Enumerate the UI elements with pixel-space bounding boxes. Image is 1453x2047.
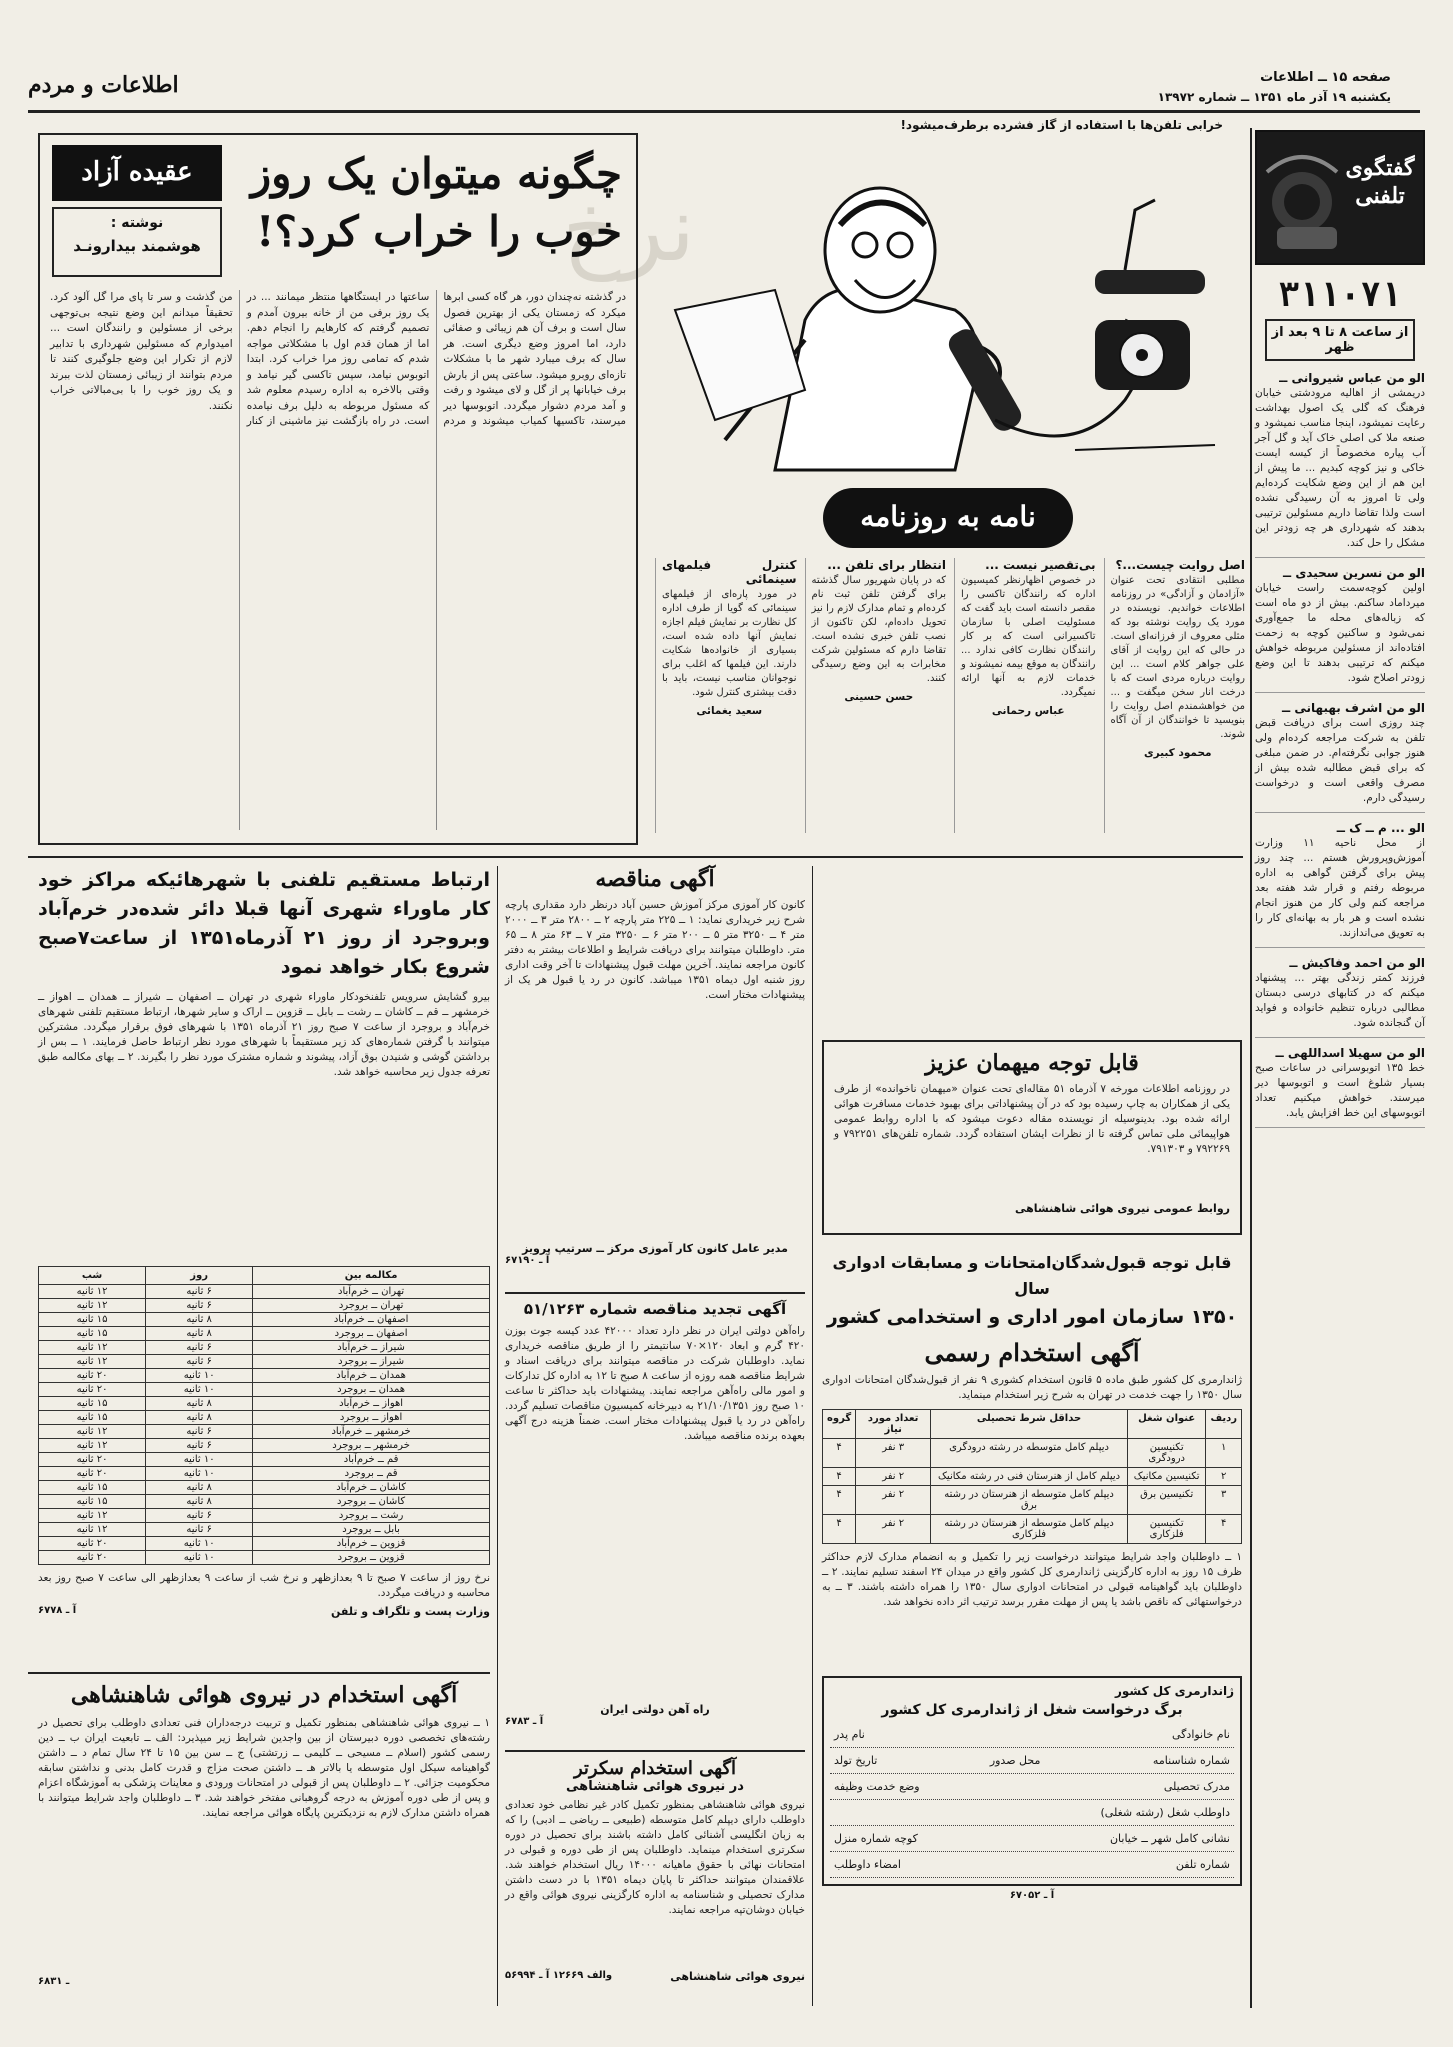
gendarmerie-table (822, 1409, 1242, 1544)
rate-table-header: روز (146, 1267, 253, 1285)
phone-entry-text: از محل ناحیه ۱۱ وزارت آموزش‌وپرورش هستم ... چند روز پیش برای گرفتن گواهی به اداره مربوطه رفتم و قرار شد هفته بعد مراجعه کنم ولی کار من هنوز انجام نشده است و هر بار به بهانه‌ای کار را به تعویق می‌اندازند. (1255, 837, 1425, 939)
rate-table-cell: ۲۰ ثانیه (39, 1453, 146, 1467)
form-field-label: شماره شناسنامه (1152, 1754, 1230, 1767)
gend-table-row (823, 1486, 1242, 1515)
form-row (830, 1800, 1234, 1826)
gend-table-cell: ۴ (823, 1439, 856, 1468)
rate-table-cell: ۱۲ ثانیه (39, 1285, 146, 1299)
phone-entry (1255, 566, 1425, 693)
rate-table-cell: ۶ ثانیه (146, 1285, 253, 1299)
letters-banner: نامه به روزنامه (823, 488, 1073, 548)
phone-link-intro: بیرو گشایش سرویس تلفنخودکار ماوراء شهری در تهران ــ اصفهان ــ شیراز ــ همدان ــ اهواز ــ خرمشهر ــ قم ــ کاشان ــ رشت ــ بابل ــ قزوین ــ اراک و سایر شهرها، ارتباط مستقیم تلفنی شهرهای خرم‌آباد و بروجرد از ساعت ۷ صبح روز ۲۱ آذرماه ۱۳۵۱ با شهرهای فوق برقرار میگردد. مشترکین میتوانند با گرفتن شماره‌های کد زیر مستقیماً با شهرهای مورد نظر ارتباط حاصل فرمایند. ۱ ــ بس از برداشتن گوشی و شنیدن بوق آزاد، پیشوند و شماره مشترک مورد نظر را بگیرند. ۲ ــ بهای مکالمه طبق تعرفه جدول زیر محاسبه خواهد شد. (38, 991, 491, 1078)
form-subtitle: برگ درخواست شغل از ژاندارمری کل کشور (881, 1702, 1183, 1718)
gend-table-cell: ۲ (1206, 1468, 1242, 1486)
form-row (830, 1774, 1234, 1800)
gendarmerie-title-2: ۱۳۵۰ سازمان امور اداری و استخدامی کشور (826, 1306, 1238, 1328)
rate-table-cell: ۲۰ ثانیه (39, 1369, 146, 1383)
rate-table-cell: شیراز ــ بروجرد (253, 1355, 490, 1369)
rate-table-cell: قزوین ــ بروجرد (253, 1551, 490, 1565)
rate-table-row (39, 1439, 490, 1453)
letter-sign: عباس رحمانی (991, 705, 1065, 717)
rate-table-cell: ۱۵ ثانیه (39, 1411, 146, 1425)
col-divider-mid (812, 866, 813, 2006)
rate-table-row (39, 1299, 490, 1313)
rate-table-cell: ۶ ثانیه (146, 1439, 253, 1453)
letter-sign: سعید یغمائی (696, 705, 763, 717)
rate-table-cell: کاشان ــ خرم‌آباد (253, 1481, 490, 1495)
phone-link-title: ارتباط مستقیم تلفنی با شهرهائیکه مراکز خود کار ماوراء شهری آنها قبلا دائر شده‌در خرم‌آباد وبروجرد از روز ۲۱ آذرماه۱۳۵۱ از ساعت۷صبح شروع بکار خواهد نمود (38, 869, 490, 978)
guest-body: در روزنامه اطلاعات مورخه ۷ آذرماه ۵۱ مقاله‌ای تحت عنوان «میهمان ناخوانده» از طرف یکی از همکاران به چاپ رسیده بود که در آن پیشنهاداتی برای بهبود خدمات مسافرت هوائی ارائه شده بود. بدینوسیله از نویسنده مقاله دعوت میشود که با اداره روابط عمومی هواپیمائی ملی تماس گرفته تا از نظرات ایشان استفاده گردد. شماره تلفن‌های ۷۹۲۲۵۱ و ۷۹۲۲۶۹ و ۷۹۱۳۰۳. (834, 1083, 1230, 1155)
gend-table-cell: تکنیسین درودگری (1127, 1439, 1206, 1468)
rate-table-row (39, 1495, 490, 1509)
phone-link-ref: آ ـ ۶۷۷۸ (38, 1605, 77, 1616)
rate-table-cell: ۱۵ ثانیه (39, 1397, 146, 1411)
gendarmerie-notes: ۱ ــ داوطلبان واجد شرایط میتوانند درخواست زیر را تکمیل و به انضمام مدارک لازم حداکثر ظرف ۱۵ روز به اداره کارگزینی ژاندارمری کل کشور واقع در میدان ۲۴ اسفند تسلیم نمایند. ۲ ــ داوطلبان باید گواهینامه قبولی در امتحانات ادواری سال ۱۳۵۰ را همراه داشته باشند. ۳ ــ به درخواستهائی که ناقص باشد یا پس از مهلت مقرر برسد ترتیب اثر داده نخواهد شد. (822, 1551, 1242, 1608)
form-field-label: نام پدر (834, 1728, 865, 1741)
phone-entry-text: اولین کوچه‌سمت راست خیابان میرداماد ساکنم. بیش از دو ماه است که زباله‌های محله ما جمع‌آوری نمی‌شود و ساکنین کوچه به زحمت افتاده‌اند از مسئولین مربوطه خواهش میکنم که ترتیبی بدهند تا این وضع زودتر اصلاح شود. (1255, 582, 1425, 684)
rate-table-cell: ۱۰ ثانیه (146, 1551, 253, 1565)
rate-table-cell: ۱۵ ثانیه (39, 1313, 146, 1327)
section-rule-2 (28, 1672, 490, 1674)
letters-section (655, 478, 1245, 838)
form-field-label: نشانی کامل شهر ــ خیابان (1109, 1832, 1230, 1845)
form-row (830, 1852, 1234, 1878)
rate-table-cell: ۸ ثانیه (146, 1481, 253, 1495)
gendarmerie-ad (822, 1250, 1242, 2010)
secretary-body: نیروی هوائی شاهنشاهی بمنظور تکمیل کادر غیر نظامی خود تعدادی داوطلب دارای دیپلم کامل متوسطه (طبیعی ــ ریاضی ــ ادبی) را که به زبان انگلیسی آشنائی کامل داشته باشند برای تحصیل در دوره سکرتری استخدام مینماید. داوطلبان پس از طی دوره و قبولی در امتحانات نهائی با حقوق ماهیانه ۱۴۰۰۰ ریال استخدام خواهند شد. علاقمندان میتوانند حداکثر تا پایان دیماه ۱۳۵۱ با در دست داشتن مدارک تحصیلی و شناسنامه به اداره کارگزینی نیروی هوائی واقع در خیابان دوشان‌تپه مراجعه نمایند. (505, 1799, 805, 1916)
rate-table-cell: ۸ ثانیه (146, 1313, 253, 1327)
form-field-label: تاریخ تولد (834, 1754, 878, 1767)
cartoon-caption: خرابی تلفن‌ها با استفاده از گاز فشرده برطرف‌میشود! (900, 118, 1223, 132)
letter-item (1104, 558, 1246, 833)
rate-table-cell: ۱۵ ثانیه (39, 1495, 146, 1509)
rate-table-cell: ۱۲ ثانیه (39, 1439, 146, 1453)
rate-table-cell: تهران ــ بروجرد (253, 1299, 490, 1313)
phone-entry-head: الو من سهیلا اسداللهی ــ (1275, 1046, 1425, 1060)
air-force-body: ۱ ــ نیروی هوائی شاهنشاهی بمنظور تکمیل و تربیت درجه‌داران فنی تعدادی داوطلب برای تحصیل در رشته‌های تخصصی دوره دبیرستان از بین واجدین شرایط زیر میپذیرد: الف ــ تابعیت ایران ب ــ دین رسمی کشور (اسلام ــ مسیحی ــ کلیمی ــ زرتشتی) ج ــ سن بین ۱۵ تا ۲۴ سال تمام د ــ داشتن گواهینامه سیکل اول متوسطه یا بالاتر هـ ــ داشتن صحت مزاج و قدرت کامل بدنی و نداشتن سابقه محکومیت جزائی. ۲ ــ داوطلبان پس از قبولی در امتحانات ورودی و معاینات پزشکی به آموزشگاه اعزام و پس از طی دوره آموزش به درجه گروهبانی مفتخر خواهند شد. ۳ ــ داوطلبان واجد شرایط میتوانند با همراه داشتن مدارک لازم به نزدیکترین پایگاه هوائی مراجعه نمایند. (38, 1717, 490, 1819)
phone-column-header (1255, 130, 1425, 265)
rate-table-cell: قم ــ خرم‌آباد (253, 1453, 490, 1467)
rate-table-row (39, 1509, 490, 1523)
cartoon-telephone-drawing (562, 140, 1240, 470)
letters-grid (655, 558, 1245, 833)
phone-number: ۳۱۱۰۷۱ (1278, 275, 1402, 315)
phone-entry-head: الو من اشرف بهبهانی ــ (1281, 701, 1425, 715)
phone-entry-head: الو من نسرین سحیدی ــ (1282, 566, 1425, 580)
railway-body: راه‌آهن دولتی ایران در نظر دارد تعداد ۴۲۰۰۰ عدد کیسه جوت بوزن ۴۲۰ گرم و ابعاد ۱۲۰×۷۰ سانتیمتر را از طریق مناقصه خریداری نماید. داوطلبان شرکت در مناقصه میتوانند برای دریافت اسناد و شرایط مناقصه همه روزه از ساعت ۸ صبح تا ۱۲ به اداره کل تدارکات و امور مالی راه‌آهن مراجعه نمایند. پیشنهادات باید حداکثر تا ساعت ۱۰ صبح روز ۲۱/۱۰/۱۳۵۱ به دبیرخانه کمیسیون مناقصات تسلیم گردد. راه‌آهن در رد یا قبول پیشنهادات مختار است. ضمناً هزینه درج آگهی بعهده برنده مناقصه میباشد. (505, 1325, 805, 1442)
secretary-ref: والف ۱۲۶۶۹ آ ـ ۵۶۹۹۴ (505, 1970, 613, 1981)
rate-table-row (39, 1397, 490, 1411)
gend-table-row (823, 1439, 1242, 1468)
tender-title: آگهی مناقصه (595, 866, 715, 892)
gend-table-cell: ۴ (823, 1468, 856, 1486)
phone-entry-text: فرزند کمتر زندگی بهتر ... پیشنهاد میکنم که در کتابهای درسی دبستان مطالبی درباره تنظیم خانواده و فواید آن گنجانده شود. (1255, 972, 1425, 1029)
rate-table-cell: ۸ ثانیه (146, 1495, 253, 1509)
phone-entry-text: چند روزی است برای دریافت قبض تلفن به شرکت مراجعه کرده‌ام ولی هنوز جوابی نگرفته‌ام. در ضمن مبلغی که برای قبض مطالبه شده بیش از مصرف واقعی است و درخواست رسیدگی دارم. (1255, 717, 1425, 804)
gend-table-cell: دیپلم کامل متوسطه در رشته درودگری (931, 1439, 1128, 1468)
svg-text:نرخ: نرخ (562, 177, 695, 282)
rate-table-row (39, 1355, 490, 1369)
rate-table-cell: قم ــ بروجرد (253, 1467, 490, 1481)
rate-table-cell: ۲۰ ثانیه (39, 1537, 146, 1551)
rate-table-row (39, 1523, 490, 1537)
railway-sign: راه آهن دولتی ایران (600, 1703, 710, 1716)
gend-table-cell: تکنیسین برق (1127, 1486, 1206, 1515)
secretary-subtitle: در نیروی هوائی شاهنشاهی (566, 1779, 744, 1794)
rate-table-cell: ۲۰ ثانیه (39, 1551, 146, 1565)
rate-table-cell: رشت ــ بروجرد (253, 1509, 490, 1523)
rate-table-cell: ۱۰ ثانیه (146, 1537, 253, 1551)
feature-title-line-2: خوب را خراب کرد؟! (256, 207, 622, 256)
byline-label: نوشته : (110, 215, 164, 231)
letter-item (805, 558, 947, 833)
form-field-label: نام خانوادگی (1172, 1728, 1230, 1741)
rate-table-cell: ۱۲ ثانیه (39, 1355, 146, 1369)
rate-table-cell: قزوین ــ خرم‌آباد (253, 1537, 490, 1551)
form-field-label: کوچه شماره منزل (834, 1832, 918, 1845)
letter-head: اصل روایت چیست...؟ (1115, 558, 1245, 572)
rate-table-cell: اصفهان ــ خرم‌آباد (253, 1313, 490, 1327)
rate-table-cell: کاشان ــ بروجرد (253, 1495, 490, 1509)
gend-table-cell: تکنیسین مکانیک (1127, 1468, 1206, 1486)
phone-entry (1255, 1046, 1425, 1128)
rate-table-cell: ۶ ثانیه (146, 1425, 253, 1439)
rate-table-row (39, 1425, 490, 1439)
letter-head: بی‌تقصیر نیست ... (985, 558, 1096, 572)
rate-table-cell: ۲۰ ثانیه (39, 1467, 146, 1481)
rate-table-cell: ۱۵ ثانیه (39, 1327, 146, 1341)
gend-table-header: حداقل شرط تحصیلی (931, 1410, 1128, 1439)
section-rule-1 (28, 856, 1243, 858)
gend-table-cell: تکنیسین فلزکاری (1127, 1515, 1206, 1544)
form-field-label: داوطلب شغل (رشته شغلی) (1100, 1806, 1230, 1819)
form-row (830, 1748, 1234, 1774)
date-line: یکشنبه ۱۹ آذر ماه ۱۳۵۱ ــ شماره ۱۳۹۷۲ (1157, 90, 1391, 104)
gend-table-cell: ۳ نفر (856, 1439, 931, 1468)
gend-table-cell: ۴ (823, 1486, 856, 1515)
gend-table-cell: ۴ (1206, 1515, 1242, 1544)
rate-table-cell: خرمشهر ــ خرم‌آباد (253, 1425, 490, 1439)
letter-text: در مورد پاره‌ای از فیلمهای سینمائی که گویا از طرف اداره کل نظارت بر نمایش فیلم اجازه نمایش آنها داده شده است، بسیاری از خانواده‌ها شکایت دارند. این فیلمها که اغلب برای نوجوانان مناسب نیست، باید با دقت بیشتری کنترل شود. (662, 589, 797, 698)
form-title: ژاندارمری کل کشور (1114, 1684, 1234, 1698)
gend-table-cell: ۲ نفر (856, 1486, 931, 1515)
rate-table-cell: ۶ ثانیه (146, 1341, 253, 1355)
rate-table-cell: ۱۰ ثانیه (146, 1369, 253, 1383)
railway-ref: آ ـ ۶۷۸۳ (505, 1716, 544, 1727)
rate-table-cell: بابل ــ بروجرد (253, 1523, 490, 1537)
rate-table-cell: ۶ ثانیه (146, 1509, 253, 1523)
phone-entry-head: الو من احمد وفاکیش ــ (1289, 956, 1425, 970)
phone-hours: از ساعت ۸ تا ۹ بعد از ظهر (1265, 319, 1415, 361)
gend-table-row (823, 1515, 1242, 1544)
rate-table-row (39, 1481, 490, 1495)
secretary-ad (505, 1758, 805, 2008)
tender-sign: مدیر عامل کانون کار آموزی مرکز ــ سرتیپ پرویز (522, 1242, 788, 1255)
rate-table-cell: شیراز ــ خرم‌آباد (253, 1341, 490, 1355)
phone-entry-head: الو ... م ــ ک ــ (1336, 821, 1425, 835)
application-form (822, 1676, 1242, 1886)
rate-table-cell: خرمشهر ــ بروجرد (253, 1439, 490, 1453)
feature-label: عقیده آزاد (52, 145, 222, 201)
gendarmerie-subtitle: آگهی استخدام رسمی (924, 1338, 1140, 1367)
rate-table-cell: ۱۲ ثانیه (39, 1509, 146, 1523)
gend-table-cell: ۴ (823, 1515, 856, 1544)
rate-table-cell: ۶ ثانیه (146, 1355, 253, 1369)
gend-table-header: عنوان شغل (1127, 1410, 1206, 1439)
phone-entry (1255, 701, 1425, 813)
form-field-label: امضاء داوطلب (834, 1858, 901, 1871)
form-row (830, 1722, 1234, 1748)
form-fields (830, 1722, 1234, 1878)
feature-byline (52, 207, 222, 277)
phone-entry (1255, 371, 1425, 558)
form-row (830, 1826, 1234, 1852)
rate-table-row (39, 1327, 490, 1341)
rate-table-cell: اهواز ــ خرم‌آباد (253, 1397, 490, 1411)
feature-body: در گذشته نه‌چندان دور، هر گاه کسی ابرها میکرد که زمستان یکی از بهترین فصول سال است و برف آن هم زیبائی و صفائی دارد، اما امروز وضع دیگری است. هر سال که برف میبارد شهر ما با مشکلات تازه‌ای روبرو میشود. ساعتی پس از بارش برف خیابانها پر از گل و لای میشود و رفت و آمد مردم دشوار میگردد. اتوبوسها دیر میرسند، تاکسیها کمیاب میشوند و مردم ساعتها در ایستگاهها منتظر میمانند ... در یک روز برفی من از خانه بیرون آمدم و تصمیم گرفتم که کارهایم را انجام دهم. اما از همان قدم اول با مشکلاتی مواجه شدم که تمامی روز مرا خراب کرد. ابتدا اتوبوس نیامد، سپس تاکسی گیر نیامد و وقتی بالاخره به اداره رسیدم معلوم شد که مسئول مربوطه به دلیل برف نیامده است. در راه بازگشت نیز ماشینی از کنار من گذشت و سر تا پای مرا گل آلود کرد. تحقیقاً میدانم این وضع نتیجه بی‌توجهی برخی از مسئولین و رانندگان است ... امیدوارم که مسئولین شهرداری با تدابیر لازم از تکرار این وضع جلوگیری کنند تا مردم بتوانند از زیبائی زمستان لذت ببرند و یک روز خوب را با بی‌مبالاتی خراب نکنند. (50, 291, 626, 427)
page-label: صفحه ۱۵ ــ اطلاعات (1260, 70, 1391, 85)
secretary-title: آگهی استخدام سکرتر (573, 1758, 737, 1779)
rate-table-row (39, 1453, 490, 1467)
rate-table-cell: ۱۰ ثانیه (146, 1453, 253, 1467)
gendarmerie-title-1: قابل توجه قبول‌شدگان‌امتحانات و مسابقات ادواری سال (832, 1253, 1232, 1298)
phone-column-title: گفتگوی تلفنی (1345, 155, 1415, 209)
gend-table-cell: ۲ نفر (856, 1468, 931, 1486)
gend-table-header: تعداد مورد نیاز (856, 1410, 931, 1439)
tender-body: کانون کار آموزی مرکز آموزش حسین آباد درنظر دارد مقداری پارچه شرح زیر خریداری نماید: ۱ ــ ۲۲۵ متر پارچه ۲ ــ ۲۸۰۰ متر ۳ ــ ۲۰۰۰ متر ۴ ــ ۳۲۵۰ متر ۵ ــ ۲۰۰ متر ۶ ــ ۳۲۵۰ متر ۷ ــ ۶۳ متر ۸ ــ ۶۵ متر. داوطلبان میتوانند برای دریافت شرایط و اطلاعات بیشتر به دفتر کانون مراجعه نمایند. آخرین مهلت قبول پیشنهادات تا آخر وقت اداری روز شنبه اول دیماه ۱۳۵۱ میباشد. کانون در رد یا قبول هر یک از پیشنهادات مختار است. (505, 899, 806, 1001)
col-divider-left (497, 866, 498, 2006)
rate-table-row (39, 1285, 490, 1299)
phone-column-divider (1250, 128, 1252, 2008)
gendarmerie-ref: آ ـ ۶۷۰۵۲ (1009, 1890, 1055, 1901)
tender-ref: آ ـ ۶۷۱۹۰ (505, 1255, 550, 1266)
rate-table-cell: همدان ــ بروجرد (253, 1383, 490, 1397)
gend-table-cell: ۱ (1206, 1439, 1242, 1468)
rate-table-cell: ۱۲ ثانیه (39, 1299, 146, 1313)
air-force-title: آگهی استخدام در نیروی هوائی شاهنشاهی (70, 1682, 458, 1708)
letter-text: که در پایان شهریور سال گذشته برای گرفتن تلفن ثبت نام کرده‌ام و تمام مدارک لازم را نیز تحویل داده‌ام، لکن تاکنون از نصب تلفن خبری نشده است. تقاضا دارم که مسئولین شرکت مخابرات به این وضع رسیدگی کنند. (811, 575, 946, 684)
rate-table-cell: تهران ــ خرم‌آباد (253, 1285, 490, 1299)
phone-link-sign: وزارت پست و تلگراف و تلفن (331, 1605, 490, 1618)
rate-table-cell: ۸ ثانیه (146, 1327, 253, 1341)
phone-link-news (38, 866, 490, 1661)
form-field-label: محل صدور (989, 1754, 1041, 1767)
letter-sign: محمود کبیری (1143, 747, 1212, 759)
phone-column (1255, 130, 1425, 2000)
phone-entry (1255, 956, 1425, 1038)
rate-table-cell: ۱۰ ثانیه (146, 1383, 253, 1397)
letter-text: در خصوص اظهارنظر کمیسیون اداره که رانندگان تاکسی را مقصر دانسته است باید گفت که مسئولیت اصلی با سازمان تاکسیرانی است که بر کار رانندگان نظارت کافی ندارد ... رانندگان به موقع بیمه نمیشوند و خدمات لازم به آنها ارائه نمیگردد. (961, 575, 1096, 698)
cartoon-illustration (562, 140, 1240, 470)
form-field-label: وضع خدمت وظیفه (834, 1780, 920, 1793)
rate-table-cell: ۱۲ ثانیه (39, 1425, 146, 1439)
letter-item (655, 558, 797, 833)
rate-table-row (39, 1383, 490, 1397)
letter-head: کنترل فیلمهای سینمائی (662, 558, 797, 586)
rate-table-cell: همدان ــ خرم‌آباد (253, 1369, 490, 1383)
rate-table-cell: ۸ ثانیه (146, 1397, 253, 1411)
rate-table-row (39, 1369, 490, 1383)
phone-entries (1255, 371, 1425, 1128)
phone-entry-head: الو من عباس شیروانی ــ (1279, 371, 1425, 385)
gend-table-cell: دیپلم کامل از هنرستان فنی در رشته مکانیک (931, 1468, 1128, 1486)
letter-text: مطلبی انتقادی تحت عنوان «آزادمان و آزادگی» در روزنامه اطلاعات خواندیم. نویسنده در مورد یک روایت نوشته بود که مثلی معروف از فرزانه‌ای است. در حالی که این روایت از آقای علی جواهر کلام است ... این روایت درباره مردی است که با درخت انار سخن میگفت و ... من خواهشمندم اصل روایت را بنویسید تا خوانندگان از آن آگاه شوند. (1110, 575, 1245, 740)
guest-title: قابل توجه میهمان عزیز (925, 1050, 1139, 1076)
guest-sign: روابط عمومی نیروی هوائی شاهنشاهی (1015, 1202, 1230, 1215)
gend-table-cell: دیپلم کامل متوسطه از هنرستان در رشته فلزکاری (931, 1515, 1128, 1544)
form-field-label: مدرک تحصیلی (1163, 1780, 1230, 1793)
byline-author: هوشمند بیدارونـد (73, 237, 201, 255)
rate-table-cell: ۱۰ ثانیه (146, 1467, 253, 1481)
rate-table-cell: ۶ ثانیه (146, 1299, 253, 1313)
gend-table-cell: دیپلم کامل متوسطه از هنرستان در رشته برق (931, 1486, 1128, 1515)
rate-table-cell: ۶ ثانیه (146, 1523, 253, 1537)
form-field-label: شماره تلفن (1175, 1858, 1230, 1871)
phone-rate-table (38, 1266, 490, 1565)
letter-sign: حسن حسینی (844, 691, 914, 703)
feature-box (38, 133, 638, 845)
rate-table-row (39, 1411, 490, 1425)
rate-table-cell: ۱۵ ثانیه (39, 1481, 146, 1495)
air-force-ref: ـ ۶۸۳۱ (38, 1976, 70, 1987)
rate-table-row (39, 1551, 490, 1565)
rate-table-cell: ۲۰ ثانیه (39, 1383, 146, 1397)
section-rule-4 (505, 1750, 805, 1752)
gend-table-row (823, 1468, 1242, 1486)
rate-table-cell: اصفهان ــ بروجرد (253, 1327, 490, 1341)
rate-table-row (39, 1341, 490, 1355)
feature-title-line-1: چگونه میتوان یک روز (250, 149, 622, 198)
phone-entry (1255, 821, 1425, 948)
rate-table-row (39, 1537, 490, 1551)
gendarmerie-intro: ژاندارمری کل کشور طبق ماده ۵ قانون استخدام کشوری ۹ نفر از قبول‌شدگان امتحانات ادواری سال ۱۳۵۰ را جهت خدمت در تهران به شرح زیر استخدام مینماید. (822, 1374, 1243, 1401)
rate-table-header: مکالمه بین (253, 1267, 490, 1285)
section-title: اطلاعات و مردم (28, 72, 179, 98)
phone-link-footer: نرخ روز از ساعت ۷ صبح تا ۹ بعدازظهر و نرخ شب از ساعت ۹ بعدازظهر الی ساعت ۷ صبح روز بعد محاسبه و دریافت میگردد. (38, 1572, 491, 1599)
secretary-sign: نیروی هوائی شاهنشاهی (670, 1970, 805, 1983)
gend-table-header: ردیف (1206, 1410, 1242, 1439)
rate-table-row (39, 1467, 490, 1481)
rate-table-row (39, 1313, 490, 1327)
letter-item (954, 558, 1096, 833)
rate-table-cell: ۸ ثانیه (146, 1411, 253, 1425)
railway-notice (505, 1300, 805, 1745)
air-force-ad (38, 1682, 490, 2012)
rate-table-cell: ۱۲ ثانیه (39, 1341, 146, 1355)
rate-table-cell: ۱۲ ثانیه (39, 1523, 146, 1537)
tender-notice (505, 866, 805, 1286)
phone-entry-text: دریمشی از اهالیه مرودشتی خیابان فرهنگ که گلی یک اصول بهداشت رعایت نمیشود، اینجا مناسب نمیشود و صنعه ملا کی اصلی خاک آید و گل آجر آب پیاره مخصوصاً از کیسه ایست خاکی و نیز کوچه کبدیم ... ما پیش از این هم از این وضع شکایت کرده‌ایم ولی تا امروز به آن رسیدگی نشده است ولذا تقاضا داریم مسئولین ترتیبی بدهند که شهرداری هر چه زودتر این مشکل را حل کند. (1255, 387, 1425, 549)
gend-table-header: گروه (823, 1410, 856, 1439)
phone-entry-text: خط ۱۳۵ اتوبوسرانی در ساعات صبح بسیار شلوغ است و اتوبوسها دیر میرسند. خواهش میکنیم تعداد اتوبوسهای این خط افزایش یابد. (1255, 1062, 1425, 1119)
rate-table-header: شب (39, 1267, 146, 1285)
section-rule-3 (505, 1292, 805, 1294)
gend-table-cell: ۳ (1206, 1486, 1242, 1515)
masthead-rule (28, 110, 1420, 113)
letter-head: انتظار برای تلفن ... (827, 558, 946, 572)
rate-table-cell: اهواز ــ بروجرد (253, 1411, 490, 1425)
masthead (0, 0, 1453, 110)
guest-notice (822, 1040, 1242, 1235)
gend-table-cell: ۲ نفر (856, 1515, 931, 1544)
railway-title: آگهی تجدید مناقصه شماره ۵۱/۱۲۶۳ (523, 1300, 787, 1318)
